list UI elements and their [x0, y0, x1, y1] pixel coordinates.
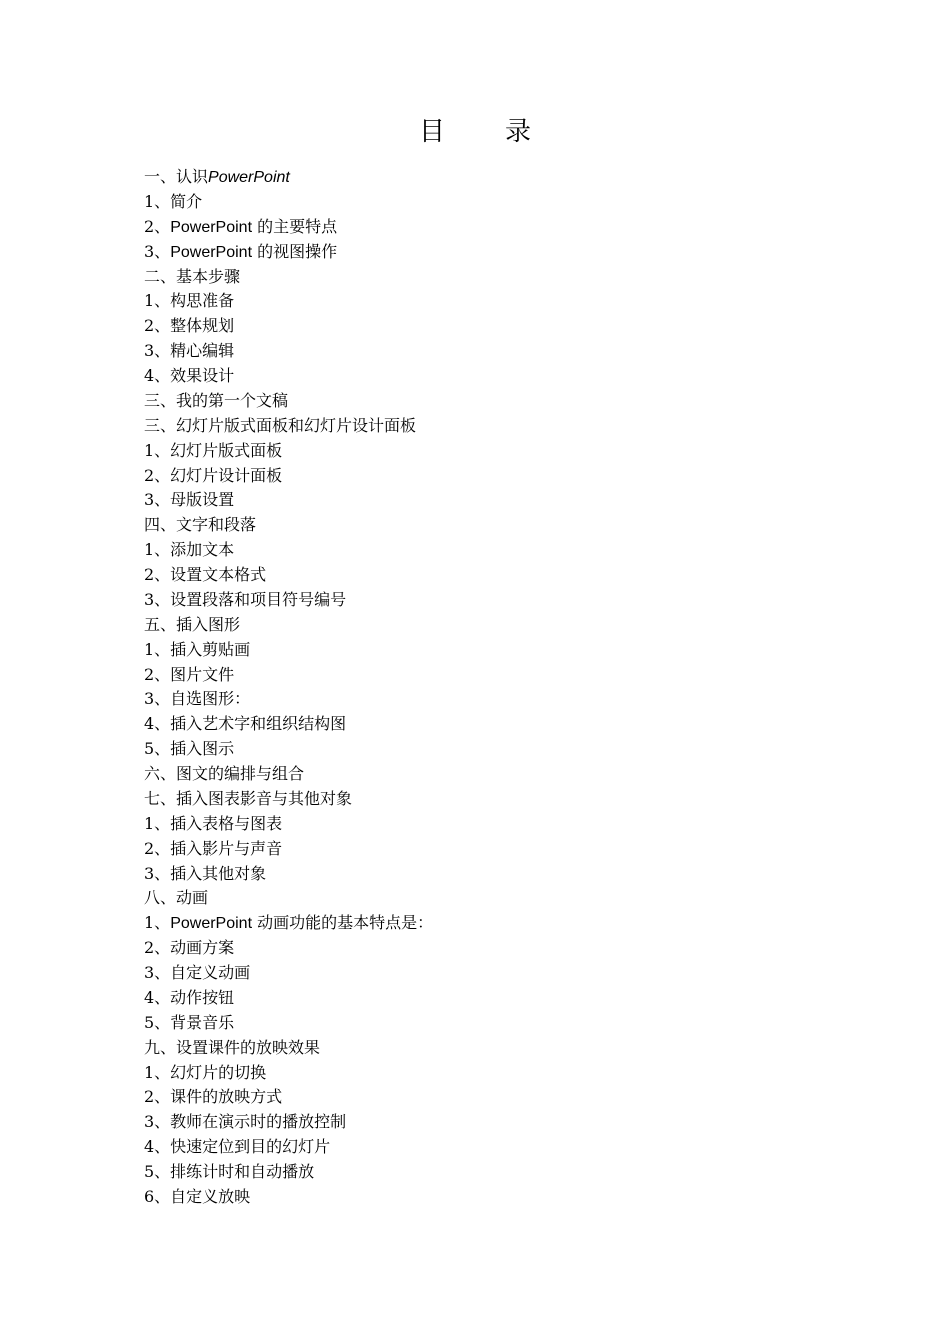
- toc-entry-text: 1、PowerPoint 动画功能的基本特点是：: [144, 913, 434, 933]
- toc-entry-text: 2、插入影片与声音: [144, 838, 283, 858]
- toc-chapter-entry: [144, 1036, 433, 1061]
- toc-entry-text: 1、构思准备: [144, 291, 235, 311]
- toc-chapter-entry: [144, 762, 433, 787]
- toc-entry-text: 九、设置课件的放映效果: [144, 1037, 321, 1057]
- toc-section-entry: [144, 1185, 433, 1210]
- toc-section-entry: [144, 464, 433, 489]
- toc-section-entry: [144, 737, 433, 762]
- toc-entry-text: 五、插入图形: [144, 614, 241, 634]
- toc-entry-text: 1、简介: [144, 191, 203, 211]
- toc-section-entry: [144, 936, 433, 961]
- toc-section-entry: [144, 240, 433, 265]
- toc-title: [0, 112, 950, 152]
- toc-entry-text: 1、插入表格与图表: [144, 813, 283, 833]
- toc-section-entry: [144, 339, 433, 364]
- toc-entry-text: 三、幻灯片版式面板和幻灯片设计面板: [144, 415, 417, 435]
- toc-entry-suffix: PowerPoint: [208, 169, 290, 186]
- toc-section-entry: [144, 1160, 433, 1185]
- toc-title-char-1: 目: [418, 117, 445, 147]
- toc-entry-text: 八、动画: [144, 888, 209, 908]
- toc-entry-text: 4、插入艺术字和组织结构图: [144, 714, 347, 734]
- toc-entry-text: 1、幻灯片版式面板: [144, 440, 283, 460]
- toc-section-entry: [144, 588, 433, 613]
- toc-entry-text: 2、课件的放映方式: [144, 1087, 283, 1107]
- toc-entry-text: 1、插入剪贴画: [144, 639, 251, 659]
- toc-entry-text: 3、教师在演示时的播放控制: [144, 1112, 347, 1132]
- toc-section-entry: [144, 215, 433, 240]
- toc-entry-text: 4、效果设计: [144, 366, 235, 385]
- toc-section-entry: [144, 812, 433, 837]
- toc-section-entry: [144, 1135, 433, 1160]
- toc-entry-text: 6、自定义放映: [144, 1186, 251, 1206]
- toc-chapter-entry: [144, 886, 433, 911]
- toc-entry-text: 2、设置文本格式: [144, 565, 267, 584]
- toc-chapter-entry: [144, 613, 433, 638]
- toc-entry-text: 2、PowerPoint 的主要特点: [144, 216, 338, 236]
- toc-section-entry: [144, 1011, 433, 1036]
- toc-section-entry: [144, 538, 433, 563]
- toc-entry-text: 1、幻灯片的切换: [144, 1062, 267, 1082]
- toc-section-entry: [144, 986, 433, 1011]
- toc-entry-text: 5、插入图示: [144, 739, 235, 759]
- toc-section-entry: [144, 638, 433, 663]
- toc-entry-text: 4、动作按钮: [144, 987, 235, 1007]
- toc-entry-text: 4、快速定位到目的幻灯片: [144, 1137, 331, 1157]
- toc-title-char-2: 录: [505, 117, 532, 147]
- toc-section-entry: [144, 862, 433, 887]
- toc-entry-text: 一、认识: [144, 167, 209, 186]
- toc-section-entry: [144, 837, 433, 862]
- toc-section-entry: [144, 439, 433, 464]
- toc-section-entry: [144, 1085, 433, 1110]
- toc-entry-text: 3、自选图形：: [144, 689, 251, 709]
- toc-chapter-entry: [144, 165, 433, 190]
- toc-entry-text: 七、插入图表影音与其他对象: [144, 788, 353, 808]
- toc-section-entry: [144, 289, 433, 314]
- toc-chapter-entry: [144, 265, 433, 290]
- toc-section-entry: [144, 1110, 433, 1135]
- toc-section-entry: [144, 712, 433, 737]
- toc-section-entry: [144, 190, 433, 215]
- toc-entry-text: 3、精心编辑: [144, 341, 235, 361]
- toc-section-entry: [144, 364, 433, 389]
- table-of-contents: [144, 165, 433, 1210]
- toc-entry-text: 六、图文的编排与组合: [144, 764, 305, 783]
- toc-entry-text: 1、添加文本: [144, 540, 235, 560]
- toc-entry-text: 5、背景音乐: [144, 1012, 235, 1032]
- toc-entry-text: 5、排练计时和自动播放: [144, 1162, 315, 1181]
- toc-entry-text: 3、设置段落和项目符号编号: [144, 589, 347, 609]
- toc-section-entry: [144, 961, 433, 986]
- toc-entry-text: 三、我的第一个文稿: [144, 390, 289, 410]
- toc-entry-text: 3、PowerPoint 的视图操作: [144, 241, 338, 261]
- toc-entry-text: 2、图片文件: [144, 664, 235, 684]
- toc-section-entry: [144, 314, 433, 339]
- toc-entry-text: 3、自定义动画: [144, 963, 251, 982]
- toc-entry-text: 四、文字和段落: [144, 515, 257, 535]
- toc-entry-text: 2、幻灯片设计面板: [144, 465, 283, 485]
- toc-section-entry: [144, 563, 433, 588]
- toc-entry-text: 2、动画方案: [144, 938, 235, 958]
- toc-section-entry: [144, 1061, 433, 1086]
- toc-chapter-entry: [144, 389, 433, 414]
- toc-entry-text: 3、母版设置: [144, 490, 235, 510]
- toc-entry-text: 二、基本步骤: [144, 266, 241, 286]
- toc-chapter-entry: [144, 414, 433, 439]
- toc-section-entry: [144, 911, 433, 936]
- toc-entry-text: 2、整体规划: [144, 316, 235, 336]
- toc-section-entry: [144, 687, 433, 712]
- toc-chapter-entry: [144, 787, 433, 812]
- toc-chapter-entry: [144, 513, 433, 538]
- toc-section-entry: [144, 488, 433, 513]
- toc-section-entry: [144, 663, 433, 688]
- toc-entry-text: 3、插入其他对象: [144, 863, 267, 883]
